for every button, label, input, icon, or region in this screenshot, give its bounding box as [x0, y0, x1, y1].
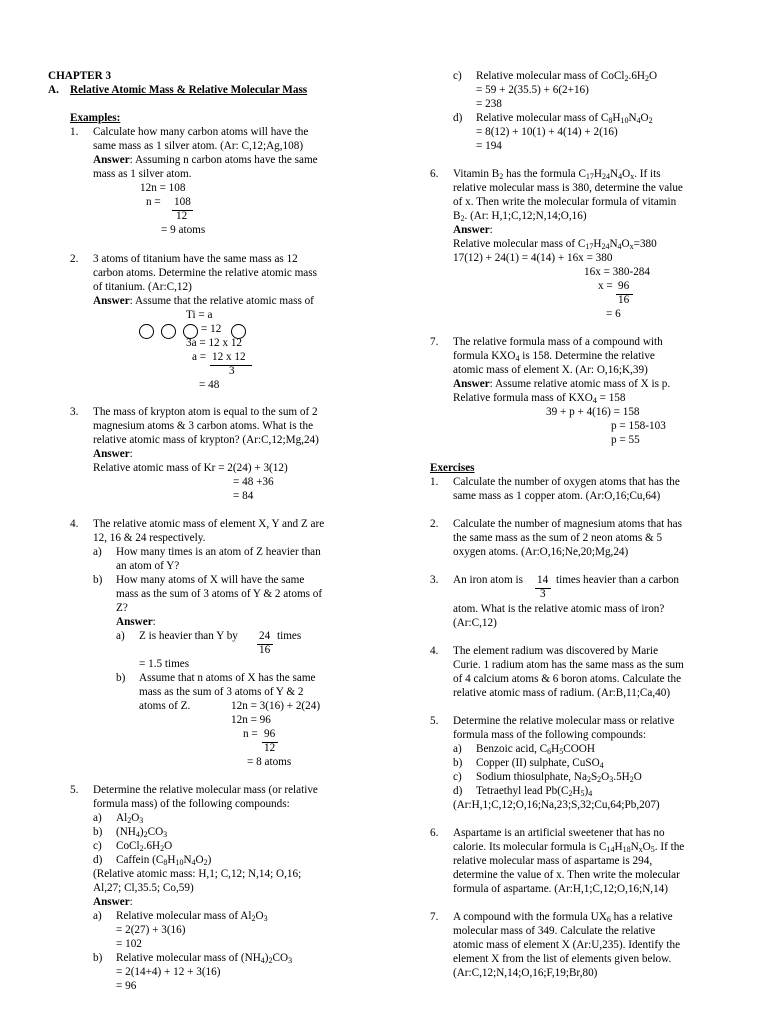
q5c-work3: = 238 [476, 98, 502, 110]
answer-label: Answer [93, 154, 130, 166]
q6-work3: 16x = 380-284 [584, 266, 650, 278]
q5d-work2: = 8(12) + 10(1) + 4(14) + 2(16) [476, 126, 618, 138]
answer-label: Answer [93, 896, 130, 908]
atom-circle-icon [161, 324, 176, 339]
q5-b: $(NH_4)_2CO_3$ [116, 826, 168, 839]
q4-ans-b-label: b) [116, 672, 126, 684]
q2-work6: = 48 [199, 379, 220, 391]
q3-line2: magnesium atoms & 3 carbon atoms. What is the [93, 420, 314, 432]
q5-ans-a3: = 102 [116, 938, 142, 950]
exercise-number: 5. [430, 715, 439, 727]
q6-work2: 17(12) + 24(1) = 4(14) + 16x = 380 [453, 252, 613, 264]
section-title: Relative Atomic Mass & Relative Molecular Mass [70, 84, 308, 96]
q1-work1: 12n = 108 [140, 182, 186, 194]
q4-a-line2: an atom of Y? [116, 560, 180, 572]
answer-label: Answer [453, 224, 490, 236]
q5-note1: (Relative atomic mass: H,1; C,12; N,14; O,16; [93, 868, 302, 880]
q4-line1: The relative atomic mass of element X, Y and Z are [93, 518, 325, 530]
q5-a-label: a) [93, 812, 102, 824]
q4-ans-b-eq3-den: 12 [264, 742, 276, 754]
q5c-work2: = 59 + 2(35.5) + 6(2+16) [476, 84, 589, 96]
q4-b-label: b) [93, 574, 103, 586]
e4-line3: of 4 calcium atoms & 6 boron atoms. Calculate the [453, 673, 682, 685]
q5-ans-a-label: a) [93, 910, 102, 922]
question-number: 6. [430, 168, 439, 180]
exercise-number: 2. [430, 518, 439, 530]
e4-line4: relative atomic mass of radium. (Ar:B,11;Ca,40) [453, 687, 671, 699]
q5-ans-b3: = 96 [116, 980, 137, 992]
e6-line2: calorie. Its molecular formula is $C_{14}H_{18}N_xO_5$. If the [453, 841, 685, 854]
e2-line1: Calculate the number of magnesium atoms that has [453, 518, 682, 530]
answer-label: Answer [453, 378, 490, 390]
q4-ans-b-line1: Assume that n atoms of X has the same [139, 672, 316, 684]
e5-b: Copper (II) sulphate, CuSO$_4$ [476, 757, 604, 770]
q1-work2-lhs: n = [146, 196, 161, 208]
q3-line3: relative atomic mass of krypton? (Ar:C,12;Mg,24) [93, 434, 319, 446]
q2-work2: = 12 [201, 323, 222, 335]
q3-answer [93, 448, 133, 462]
q5-ans-b-label: b) [93, 952, 103, 964]
q7-work2: 39 + p + 4(16) = 158 [546, 406, 640, 418]
e5-c-label: c) [453, 771, 462, 783]
q7-work1: Relative formula mass of $KXO_4 = 158$ [453, 392, 626, 405]
q5d-line: Relative molecular mass of $C_8H_{10}N_4O_2$ [476, 112, 653, 125]
q5-ans-a: Relative molecular mass of $Al_2O_3$ [116, 910, 268, 923]
q2-line2: carbon atoms. Determine the relative atomic mass [93, 267, 317, 279]
answer-label: Answer [93, 295, 130, 307]
q7-line1: The relative formula mass of a compound with [453, 336, 663, 348]
q4-ans-a-den: 16 [259, 644, 271, 656]
e7-line2: molecular mass of 349. Calculate the relative [453, 925, 656, 937]
exercises-heading: Exercises [430, 462, 475, 474]
q4-ans-b-eq1: 12n = 3(16) + 2(24) [231, 700, 321, 712]
q6-work6: = 6 [606, 308, 621, 320]
q1-answer [93, 154, 318, 168]
e2-line2: the same mass as the sum of 2 neon atoms & 5 [453, 532, 663, 544]
e5-note: (Ar:H,1;C,12;O,16;Na,23;S,32;Cu,64;Pb,207) [453, 799, 660, 811]
question-number: 3. [70, 406, 79, 418]
e5-d: Tetraethyl lead $Pb(C_2H_5)_4$ [476, 785, 593, 798]
e2-line3: oxygen atoms. (Ar:O,16;Ne,20;Mg,24) [453, 546, 629, 558]
e5-line1: Determine the relative molecular mass or relative [453, 715, 675, 727]
e3-line4: (Ar:C,12) [453, 617, 497, 629]
question-number: 2. [70, 253, 79, 265]
e1-line2: same mass as 1 copper atom. (Ar:O,16;Cu,64) [453, 490, 661, 502]
answer-text: : Assume that the relative atomic mass of [129, 295, 314, 307]
section-letter: A. [48, 84, 59, 96]
e6-line4: determine the value of x. Then write the molecular [453, 869, 680, 881]
q3-work1: Relative atomic mass of Kr = 2(24) + 3(12) [93, 462, 288, 474]
q3-line1: The mass of krypton atom is equal to the sum of 2 [93, 406, 318, 418]
q6-work4-lhs: x = [598, 280, 613, 292]
question-number: 4. [70, 518, 79, 530]
q2-work3: 3a = 12 x 12 [186, 337, 243, 349]
q4-ans-a-result: = 1.5 times [139, 658, 190, 670]
q5-c: $CoCl_2.6H_2O$ [116, 840, 173, 853]
q5-line2: formula mass) of the following compounds: [93, 798, 290, 810]
answer-text: : Assume relative atomic mass of X is p. [489, 378, 671, 390]
q4-ans-b-line3: atoms of Z. [139, 700, 191, 712]
answer-colon: : [489, 224, 493, 236]
q4-ans-b-eq3-num: 96 [264, 728, 276, 740]
e7-line3: atomic mass of element X (Ar:U,235). Identify the [453, 939, 681, 951]
q1-work3-den: 12 [176, 210, 188, 222]
q4-ans-b-result: = 8 atoms [247, 756, 292, 768]
q2-line3: of titanium. (Ar:C,12) [93, 281, 192, 293]
q1-line2: same mass as 1 silver atom. (Ar: C,12;Ag,108) [93, 140, 304, 152]
answer-label: Answer [93, 448, 130, 460]
q4-ans-b-eq3-lhs: n = [243, 728, 258, 740]
e6-line5: formula of aspartame. (Ar:H,1;C,12;O,16;N,14) [453, 883, 668, 895]
q6-line3: of x. Then write the molecular formula of vitamin [453, 196, 677, 208]
q6-line4: $B_2$. (Ar: H,1;C,12;N,14;O,16) [453, 210, 587, 223]
q4-b-line3: Z? [116, 602, 128, 614]
e3-line1-num: 14 [537, 574, 549, 586]
answer-label: Answer [116, 616, 153, 628]
q5-d: Caffein $(C_8H_{10}N_4O_2)$ [116, 854, 212, 867]
q6-line2: relative molecular mass is 380, determine the value [453, 182, 683, 194]
q5c-label: c) [453, 70, 462, 82]
q1-work2-num: 108 [174, 196, 191, 208]
q2-answer [93, 295, 314, 309]
q4-ans-a-line1: Z is heavier than Y by [139, 630, 238, 642]
q5-ans-b: Relative molecular mass of $(NH_4)_2CO_3$ [116, 952, 293, 965]
e5-d-label: d) [453, 785, 463, 797]
q4-b-line1: How many atoms of X will have the same [116, 574, 305, 586]
e7-line5: (Ar:C,12;N,14;O,16;F,19;Br,80) [453, 967, 598, 979]
e3-line2-den: 3 [540, 588, 546, 600]
q7-work4: p = 55 [611, 434, 640, 446]
q5d-label: d) [453, 112, 463, 124]
q7-line3: atomic mass of element X. (Ar: O,16;K,39) [453, 364, 648, 376]
q5c-line: Relative molecular mass of $CoCl_2.6H_2O$ [476, 70, 658, 83]
answer-text: : Assuming n carbon atoms have the same [129, 154, 318, 166]
q2-work1: Ti = a [186, 309, 213, 321]
q2-work5-den: 3 [229, 365, 235, 377]
q4-ans-b-line2: mass as the sum of 3 atoms of Y & 2 [139, 686, 304, 698]
q4-b-line2: mass as the sum of 3 atoms of Y & 2 atoms of [116, 588, 323, 600]
e5-b-label: b) [453, 757, 463, 769]
q5-line1: Determine the relative molecular mass (or relative [93, 784, 318, 796]
exercise-number: 7. [430, 911, 439, 923]
exercise-number: 1. [430, 476, 439, 488]
e7-line1: A compound with the formula $UX_6$ has a relative [453, 911, 673, 924]
q2-work4-lhs: a = [192, 351, 207, 363]
e5-line2: formula mass of the following compounds: [453, 729, 646, 741]
q4-a-line1: How many times is an atom of Z heavier than [116, 546, 321, 558]
e3-line1: An iron atom is [453, 574, 523, 586]
e5-c: Sodium thiosulphate, $Na_2S_2O_3.5H_2O$ [476, 771, 642, 784]
question-number: 1. [70, 126, 79, 138]
q5-ans-b2: = 2(14+4) + 12 + 3(16) [116, 966, 221, 978]
q2-work4-num: 12 x 12 [212, 351, 246, 363]
q5-answer [93, 896, 133, 910]
q3-work2: = 48 +36 [233, 476, 274, 488]
q1-work4: = 9 atoms [161, 224, 206, 236]
e5-a: Benzoic acid, $C_6H_5COOH$ [476, 743, 595, 756]
q6-line1: Vitamin $B_2$ has the formula $C_{17}H_{24}N_4O_x$. If its [453, 168, 661, 181]
q5-b-label: b) [93, 826, 103, 838]
q7-work3: p = 158-103 [611, 420, 666, 432]
q4-ans-b-eq2: 12n = 96 [231, 714, 271, 726]
exercise-number: 3. [430, 574, 439, 586]
e7-line4: element X from the list of elements given below. [453, 953, 672, 965]
exercise-number: 4. [430, 645, 439, 657]
question-number: 5. [70, 784, 79, 796]
q1-line4: mass as 1 silver atom. [93, 168, 192, 180]
q5-c-label: c) [93, 840, 102, 852]
q4-a-label: a) [93, 546, 102, 558]
chapter-title: CHAPTER 3 [48, 70, 112, 82]
q7-answer [453, 378, 670, 392]
q6-work4-num: 96 [618, 280, 630, 292]
q6-work1: Relative molecular mass of $C_{17}H_{24}N_4O_x=380$ [453, 238, 657, 251]
q5-a: $Al_2O_3$ [116, 812, 144, 825]
question-number: 7. [430, 336, 439, 348]
e5-a-label: a) [453, 743, 462, 755]
answer-colon: : [152, 616, 156, 628]
q4-ans-a-tail: times [277, 630, 302, 642]
q7-line2: formula $KXO_4$ is 158. Determine the relative [453, 350, 655, 363]
q3-work3: = 84 [233, 490, 254, 502]
q5-note2: Al,27; Cl,35.5; Co,59) [93, 882, 194, 894]
answer-colon: : [129, 448, 133, 460]
q4-ans-a-label: a) [116, 630, 125, 642]
e3-line3: atom. What is the relative atomic mass of iron? [453, 603, 665, 615]
q5-d-label: d) [93, 854, 103, 866]
q6-answer [453, 224, 493, 238]
answer-colon: : [129, 896, 133, 908]
e4-line1: The element radium was discovered by Marie [453, 645, 659, 657]
q2-line1: 3 atoms of titanium have the same mass as 12 [93, 253, 298, 265]
exercise-number: 6. [430, 827, 439, 839]
e6-line3: relative molecular mass of aspartame is 294, [453, 855, 653, 867]
atom-circle-icon [139, 324, 154, 339]
q5d-work3: = 194 [476, 140, 502, 152]
e4-line2: Curie. 1 radium atom has the same mass as the sum [453, 659, 684, 671]
examples-heading: Examples: [70, 112, 121, 124]
e1-line1: Calculate the number of oxygen atoms that has the [453, 476, 680, 488]
q4-answer [116, 616, 156, 630]
q6-work5-den: 16 [618, 294, 630, 306]
q1-line1: Calculate how many carbon atoms will have the [93, 126, 309, 138]
e6-line1: Aspartame is an artificial sweetener that has no [453, 827, 665, 839]
e3-line1-tail: times heavier than a carbon [556, 574, 680, 586]
q5-ans-a2: = 2(27) + 3(16) [116, 924, 186, 936]
q4-ans-a-num: 24 [259, 630, 271, 642]
q4-line2: 12, 16 & 24 respectively. [93, 532, 206, 544]
